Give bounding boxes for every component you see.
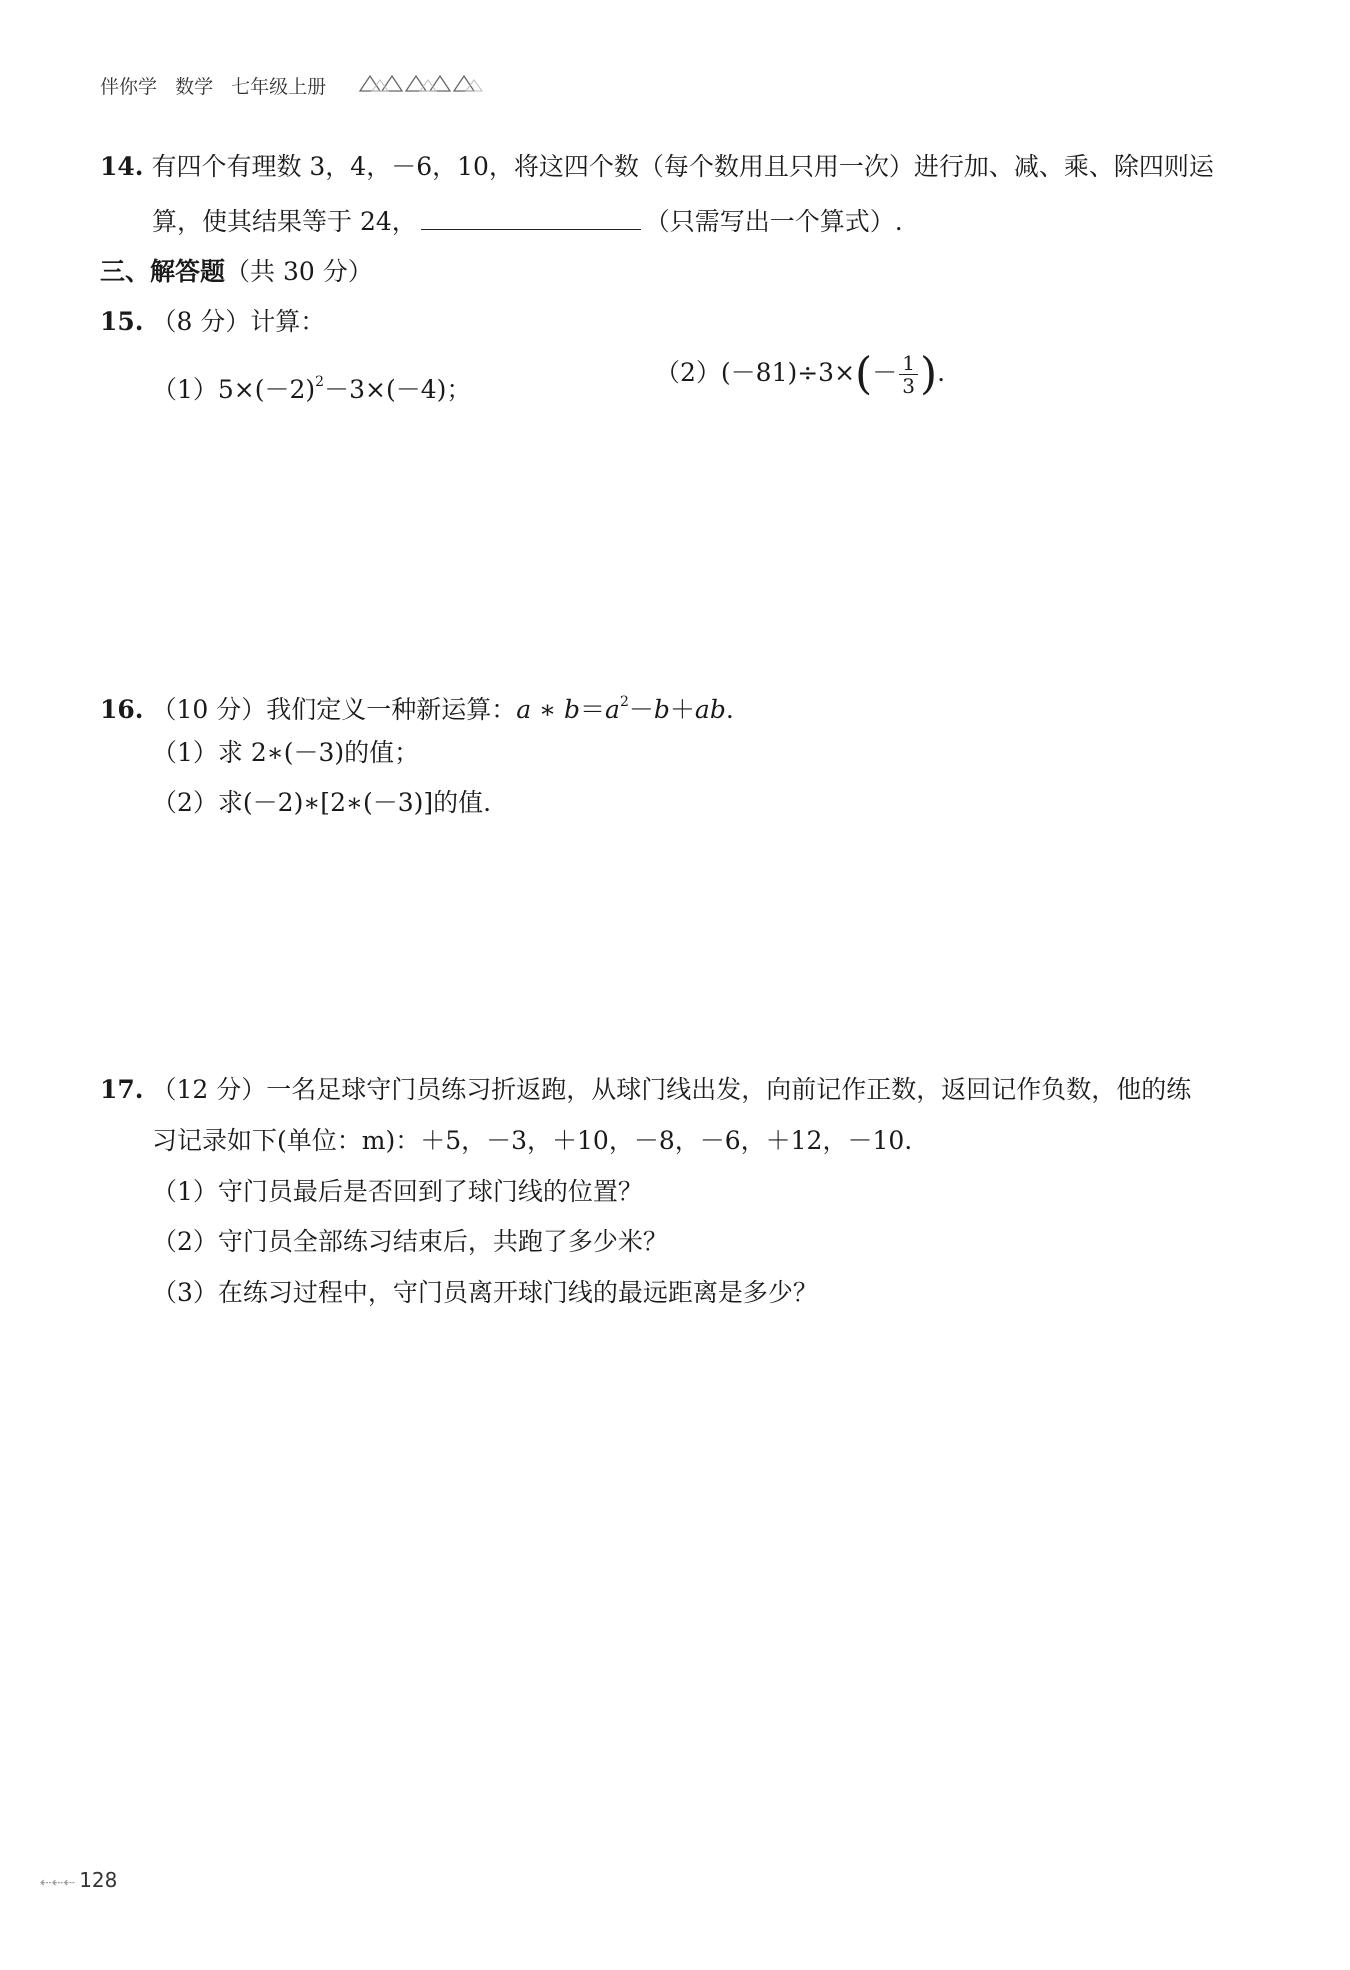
question-17-part1: （1）守门员最后是否回到了球门线的位置？	[152, 1177, 643, 1206]
question-number: 16.	[100, 695, 144, 724]
var-a: a	[516, 695, 532, 724]
book-title: 伴你学	[100, 76, 158, 98]
question-number: 17.	[100, 1075, 144, 1104]
var-a: a	[605, 695, 620, 724]
page-footer	[40, 1868, 117, 1892]
question-number: 15.	[100, 307, 144, 336]
var-ab: ab	[694, 695, 726, 724]
question-15	[100, 305, 325, 339]
exponent: 2	[619, 694, 629, 710]
expression: －3×(－4)；	[324, 375, 472, 404]
question-14-line2	[152, 203, 903, 239]
left-paren: (	[855, 348, 873, 400]
period: .	[725, 695, 734, 724]
exponent: 2	[315, 374, 325, 390]
var-b: b	[564, 695, 581, 724]
running-header	[100, 72, 338, 99]
operator: ＋	[669, 695, 695, 724]
question-text: （只需写出一个算式）.	[644, 207, 903, 236]
question-text: 算，使其结果等于 24，	[152, 207, 417, 236]
grade: 七年级上册	[231, 76, 327, 98]
section-title: 三、解答题	[100, 257, 226, 286]
triangle-decoration-icon	[358, 72, 508, 94]
subject: 数学	[175, 76, 214, 98]
question-15-part1	[152, 365, 471, 407]
expression: （1）5×(－2)	[152, 375, 316, 404]
question-text: （10 分）我们定义一种新运算：	[151, 695, 517, 724]
question-16-part2: （2）求(－2)∗[2∗(－3)]的值.	[152, 788, 492, 817]
question-17-part3: （3）在练习过程中，守门员离开球门线的最远距离是多少？	[152, 1278, 818, 1307]
question-text: 有四个有理数 3，4，－6，10，将这四个数（每个数用且只用一次）进行加、减、乘、除四则运	[151, 152, 1214, 181]
period: .	[937, 358, 946, 387]
question-17-line2: 习记录如下(单位：m)：＋5，－3，＋10，－8，－6，＋12，－10.	[152, 1126, 913, 1155]
operator: －	[628, 695, 654, 724]
question-number: 14.	[100, 152, 144, 181]
question-16-part1: （1）求 2∗(－3)的值；	[152, 738, 420, 767]
expression: （2）(－81)÷3×	[655, 358, 856, 387]
page-number: 128	[79, 1868, 118, 1892]
var-b: b	[653, 695, 670, 724]
question-15-part2	[655, 348, 946, 400]
fraction	[899, 352, 918, 397]
arrow-decoration-icon: ⇠⇠⇠	[40, 1875, 76, 1891]
section-score: （共 30 分）	[225, 257, 373, 286]
numerator: 1	[899, 352, 918, 375]
equals: ＝	[580, 695, 606, 724]
right-paren: )	[919, 348, 938, 400]
section-heading	[100, 255, 373, 289]
minus-sign: －	[872, 358, 898, 387]
operator: ∗	[531, 695, 565, 724]
question-text: （12 分）一名足球守门员练习折返跑，从球门线出发，向前记作正数，返回记作负数，他的练	[151, 1075, 1192, 1104]
question-17	[100, 1073, 1191, 1107]
answer-blank[interactable]	[421, 203, 641, 230]
question-text: （8 分）计算：	[151, 307, 326, 336]
denominator: 3	[902, 374, 915, 398]
question-14	[100, 150, 1214, 184]
question-17-part2: （2）守门员全部练习结束后，共跑了多少米？	[152, 1227, 668, 1256]
question-16	[100, 685, 734, 727]
